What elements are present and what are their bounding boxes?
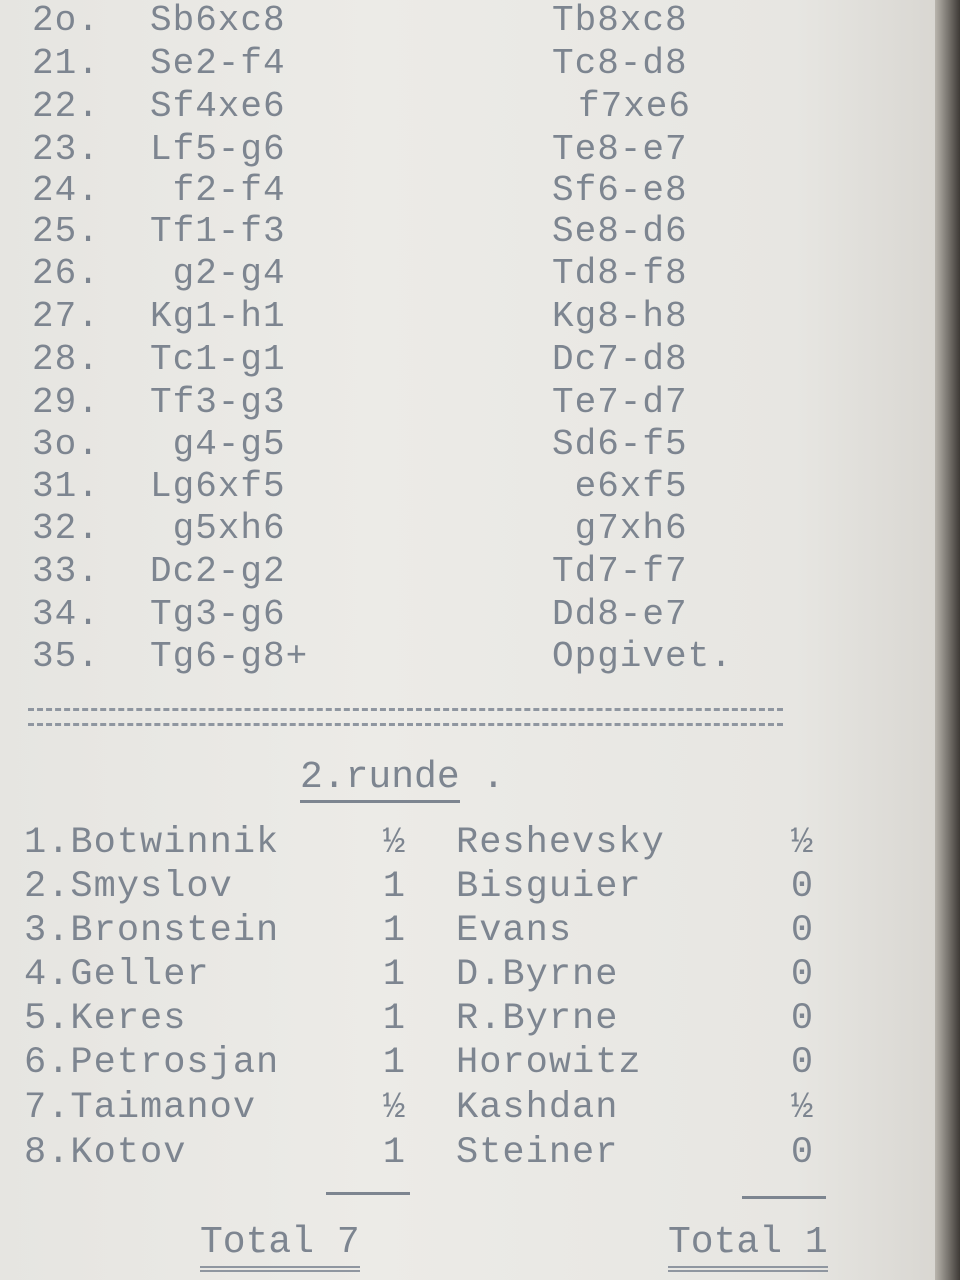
player-right: Bisguier (456, 866, 642, 908)
move-number: 34. (32, 594, 100, 635)
move-number: 28. (32, 339, 100, 380)
sum-rule-left (326, 1192, 410, 1195)
white-move: Se2-f4 (150, 43, 286, 84)
white-move: g4-g5 (150, 424, 286, 465)
round-title: 2.runde (300, 758, 460, 803)
white-move: Tg6-g8+ (150, 636, 309, 677)
black-move: e6xf5 (552, 466, 688, 507)
white-move: Dc2-g2 (150, 551, 286, 592)
round-title-dot: . (482, 756, 505, 799)
section-divider (28, 708, 783, 726)
book-edge (935, 0, 960, 1280)
move-number: 31. (32, 466, 100, 507)
black-move: Dc7-d8 (552, 339, 688, 380)
black-move: Se8-d6 (552, 211, 688, 252)
move-number: 3o. (32, 424, 100, 465)
total-right: Total 1 (668, 1222, 828, 1272)
player-left: 7.Taimanov (24, 1087, 257, 1129)
move-number: 24. (32, 170, 100, 211)
move-number: 22. (32, 86, 100, 127)
total-left: Total 7 (200, 1222, 360, 1272)
player-left: 5.Keres (24, 998, 187, 1040)
player-right: Horowitz (456, 1042, 642, 1084)
black-move: Te8-e7 (552, 129, 688, 170)
white-move: f2-f4 (150, 170, 286, 211)
player-right: R.Byrne (456, 998, 619, 1040)
score-left: 1 (382, 1132, 406, 1174)
score-left: ½ (382, 822, 406, 864)
score-right: 0 (790, 1042, 814, 1084)
black-move: Dd8-e7 (552, 594, 688, 635)
move-number: 23. (32, 129, 100, 170)
score-left: 1 (382, 866, 406, 908)
white-move: g2-g4 (150, 253, 286, 294)
score-right: 0 (790, 998, 814, 1040)
white-move: Lg6xf5 (150, 466, 286, 507)
white-move: Sf4xe6 (150, 86, 286, 127)
black-move: Tb8xc8 (552, 0, 688, 41)
move-number: 33. (32, 551, 100, 592)
move-number: 35. (32, 636, 100, 677)
white-move: Kg1-h1 (150, 296, 286, 337)
score-right: 0 (790, 910, 814, 952)
score-right: 0 (790, 954, 814, 996)
white-move: Lf5-g6 (150, 129, 286, 170)
move-number: 32. (32, 508, 100, 549)
white-move: Tg3-g6 (150, 594, 286, 635)
white-move: Tf3-g3 (150, 382, 286, 423)
score-left: 1 (382, 954, 406, 996)
black-move: f7xe6 (578, 86, 692, 127)
player-right: Evans (456, 910, 573, 952)
black-move: Td8-f8 (552, 253, 688, 294)
move-number: 26. (32, 253, 100, 294)
black-move: g7xh6 (552, 508, 688, 549)
player-left: 2.Smyslov (24, 866, 233, 908)
score-left: ½ (382, 1087, 406, 1129)
black-move: Sd6-f5 (552, 424, 688, 465)
player-right: Kashdan (456, 1087, 619, 1129)
black-move: Sf6-e8 (552, 170, 688, 211)
score-right: 0 (790, 1132, 814, 1174)
player-left: 1.Botwinnik (24, 822, 280, 864)
move-number: 25. (32, 211, 100, 252)
black-move: Opgivet. (552, 636, 733, 677)
move-number: 29. (32, 382, 100, 423)
move-number: 2o. (32, 0, 100, 41)
score-left: 1 (382, 998, 406, 1040)
black-move: Td7-f7 (552, 551, 688, 592)
player-right: Steiner (456, 1132, 619, 1174)
player-left: 4.Geller (24, 954, 210, 996)
player-left: 3.Bronstein (24, 910, 280, 952)
sum-rule-right (742, 1196, 826, 1199)
white-move: Sb6xc8 (150, 0, 286, 41)
move-number: 27. (32, 296, 100, 337)
player-right: Reshevsky (456, 822, 665, 864)
black-move: Tc8-d8 (552, 43, 688, 84)
score-right: ½ (790, 1087, 814, 1129)
player-right: D.Byrne (456, 954, 619, 996)
score-right: ½ (790, 822, 814, 864)
move-number: 21. (32, 43, 100, 84)
score-left: 1 (382, 910, 406, 952)
score-right: 0 (790, 866, 814, 908)
player-left: 8.Kotov (24, 1132, 187, 1174)
black-move: Te7-d7 (552, 382, 688, 423)
score-left: 1 (382, 1042, 406, 1084)
black-move: Kg8-h8 (552, 296, 688, 337)
white-move: Tf1-f3 (150, 211, 286, 252)
player-left: 6.Petrosjan (24, 1042, 280, 1084)
white-move: Tc1-g1 (150, 339, 286, 380)
white-move: g5xh6 (150, 508, 286, 549)
